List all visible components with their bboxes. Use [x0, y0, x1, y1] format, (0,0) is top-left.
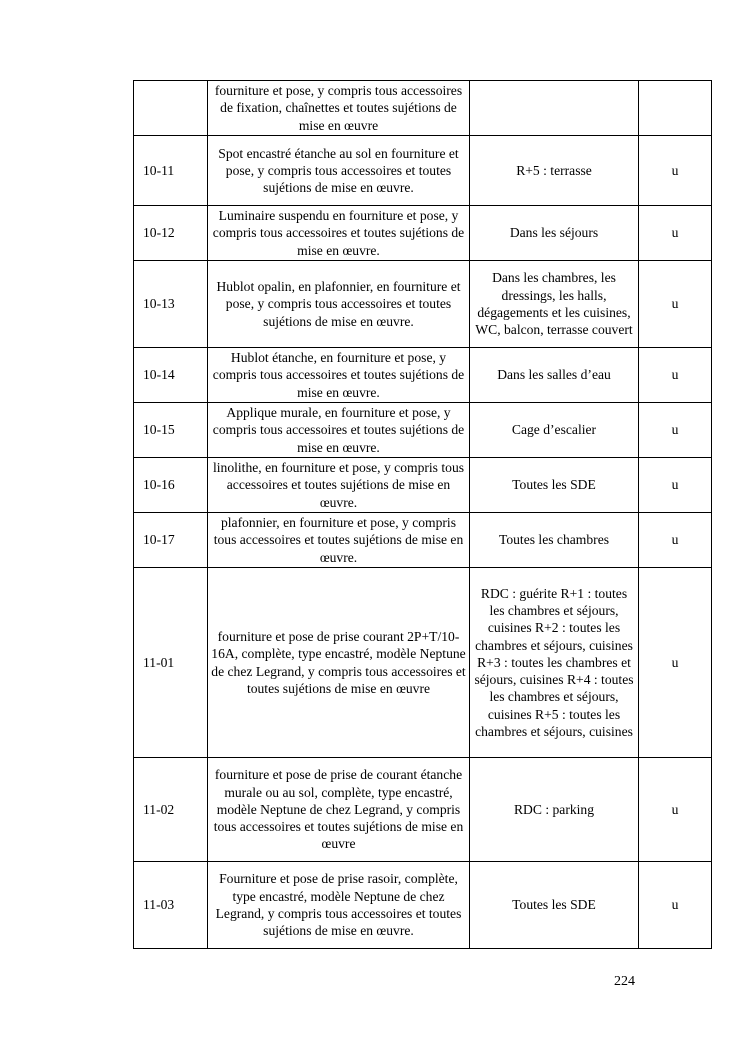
item-unit: u [639, 862, 712, 949]
item-code: 10-11 [134, 136, 208, 206]
item-unit: u [639, 458, 712, 513]
item-description: Hublot opalin, en plafonnier, en fourniture et pose, y compris tous accessoires et toutes sujétions de mise en œuvre. [208, 261, 470, 348]
item-description: fourniture et pose, y compris tous accessoires de fixation, chaînettes et toutes sujétions de mise en œuvre [208, 81, 470, 136]
table-row [134, 261, 712, 348]
item-code: 11-01 [134, 568, 208, 758]
item-code: 10-12 [134, 206, 208, 261]
item-location: Toutes les SDE [470, 458, 639, 513]
item-code [134, 81, 208, 136]
item-unit: u [639, 568, 712, 758]
table-row [134, 568, 712, 758]
table-row [134, 513, 712, 568]
item-code: 10-14 [134, 348, 208, 403]
item-description: Hublot étanche, en fourniture et pose, y compris tous accessoires et toutes sujétions de mise en œuvre. [208, 348, 470, 403]
item-unit: u [639, 513, 712, 568]
table-row [134, 758, 712, 862]
table-row [134, 862, 712, 949]
item-description: Applique murale, en fourniture et pose, y compris tous accessoires et toutes sujétions de mise en œuvre. [208, 403, 470, 458]
item-location: Toutes les SDE [470, 862, 639, 949]
item-unit: u [639, 261, 712, 348]
item-code: 10-16 [134, 458, 208, 513]
item-location: Toutes les chambres [470, 513, 639, 568]
item-location: Dans les séjours [470, 206, 639, 261]
table-row [134, 403, 712, 458]
item-unit: u [639, 136, 712, 206]
item-location: R+5 : terrasse [470, 136, 639, 206]
item-code: 11-03 [134, 862, 208, 949]
table-row [134, 458, 712, 513]
item-location: RDC : parking [470, 758, 639, 862]
item-location [470, 81, 639, 136]
item-location: RDC : guérite R+1 : toutes les chambres et séjours, cuisines R+2 : toutes les chambres et séjours, cuisines R+3 : toutes les chambres et séjours, cuisines R+4 : toutes les chambres et séjours, cuisines R+5 : toutes les chambres et séjours, cuisines [470, 568, 639, 758]
item-location: Dans les salles d’eau [470, 348, 639, 403]
item-location: Cage d’escalier [470, 403, 639, 458]
item-unit [639, 81, 712, 136]
item-description: Fourniture et pose de prise rasoir, complète, type encastré, modèle Neptune de chez Legrand, y compris tous accessoires et toutes sujétions de mise en œuvre. [208, 862, 470, 949]
item-code: 11-02 [134, 758, 208, 862]
specification-table [133, 80, 712, 949]
item-description: fourniture et pose de prise de courant étanche murale ou au sol, complète, type encastré, modèle Neptune de chez Legrand, y compris tous accessoires et toutes sujétions de mise en œuvre [208, 758, 470, 862]
table-row [134, 136, 712, 206]
item-description: linolithe, en fourniture et pose, y compris tous accessoires et toutes sujétions de mise en œuvre. [208, 458, 470, 513]
item-code: 10-17 [134, 513, 208, 568]
item-description: fourniture et pose de prise courant 2P+T/10-16A, complète, type encastré, modèle Neptune de chez Legrand, y compris tous accessoires et toutes sujétions de mise en œuvre [208, 568, 470, 758]
table-row [134, 348, 712, 403]
table-row [134, 206, 712, 261]
item-unit: u [639, 206, 712, 261]
item-code: 10-13 [134, 261, 208, 348]
item-unit: u [639, 758, 712, 862]
item-description: plafonnier, en fourniture et pose, y compris tous accessoires et toutes sujétions de mise en œuvre. [208, 513, 470, 568]
item-location: Dans les chambres, les dressings, les halls, dégagements et les cuisines, WC, balcon, terrasse couvert [470, 261, 639, 348]
table-row [134, 81, 712, 136]
item-unit: u [639, 403, 712, 458]
item-description: Spot encastré étanche au sol en fourniture et pose, y compris tous accessoires et toutes sujétions de mise en œuvre. [208, 136, 470, 206]
page-number: 224 [614, 974, 635, 989]
item-code: 10-15 [134, 403, 208, 458]
item-unit: u [639, 348, 712, 403]
item-description: Luminaire suspendu en fourniture et pose, y compris tous accessoires et toutes sujétions de mise en œuvre. [208, 206, 470, 261]
